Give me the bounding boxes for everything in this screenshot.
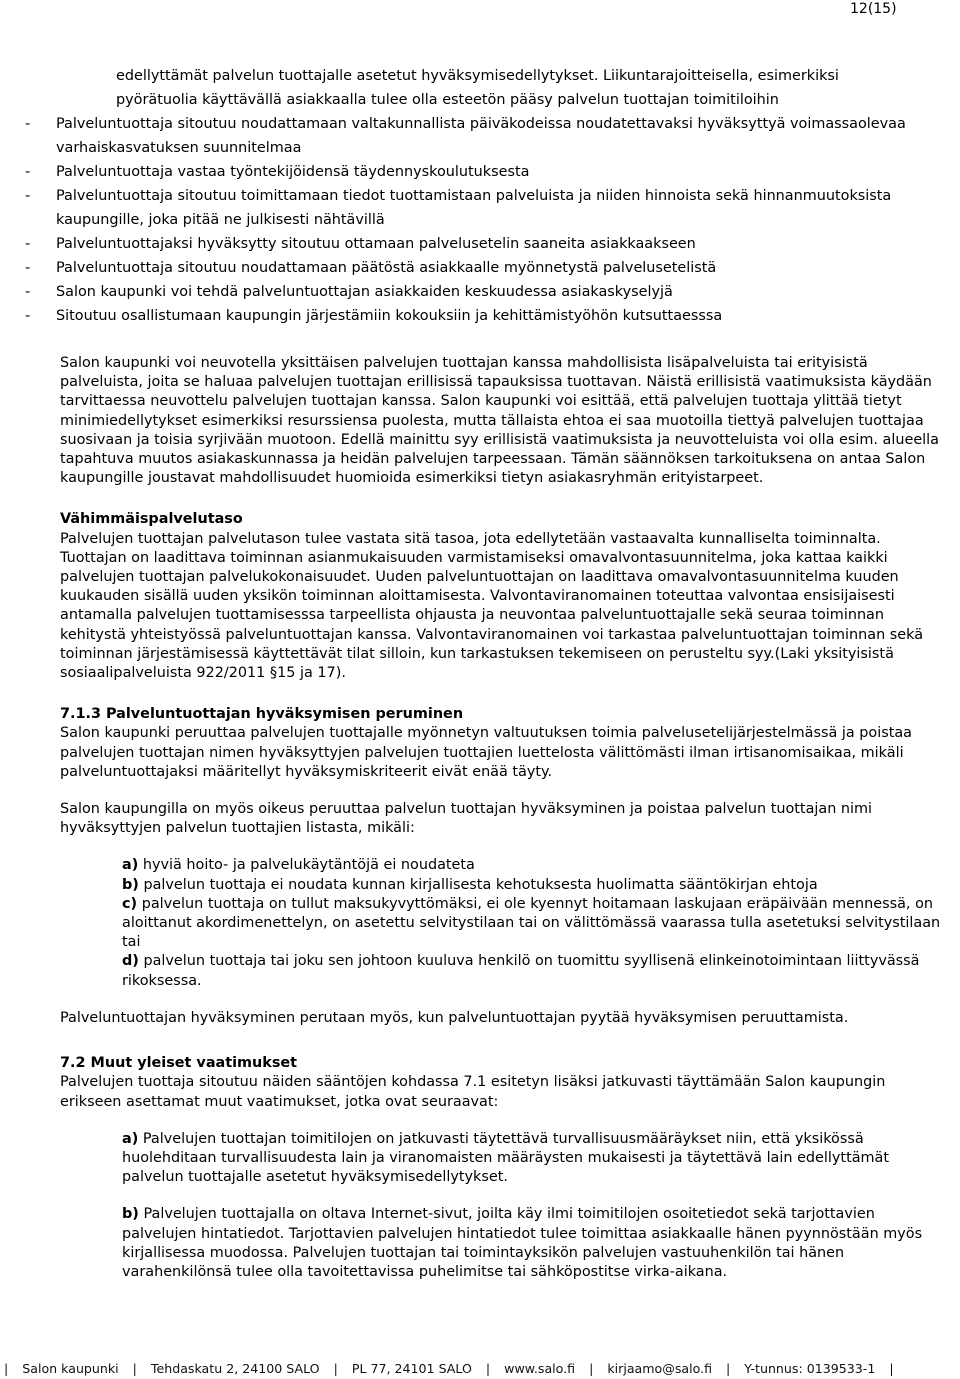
document-body (56, 64, 945, 1282)
list-item: - Sitoutuu osallistumaan kaupungin järjestämiin kokouksiin ja kehittämistyöhön kutsuttaesssa (0, 304, 945, 328)
list-item: - Palveluntuottajaksi hyväksytty sitoutuu ottamaan palvelusetelin saaneita asiakkaakseen (0, 232, 945, 256)
section-number: 7.2 (60, 1055, 86, 1072)
item-text: palvelun tuottaja ei noudata kunnan kirjallisesta kehotuksesta huolimatta sääntökirjan ehtoja (143, 876, 818, 893)
item-text: Palvelujen tuottajan toimitilojen on jatkuvasti täytettävä turvallisuusmääräykset niin, että yksikössä huolehditaan turvallisuudesta lain ja viranomaisten määräysten mukaisesti ja täytettävä lain edellyttämät palvelun tuottajalle asetetut hyväksymisedellytykset. (122, 1130, 890, 1186)
footer-separator: | (132, 1361, 137, 1376)
requirements-list (122, 1130, 945, 1282)
item-text: Palvelujen tuottajalla on oltava Internet-sivut, joilta käy ilmi toimitilojen osoitetiedot sekä tarjottavien palvelujen hintatiedot. Tarjottavien palvelujen hintatiedot tulee toimittaa asiakkaalle hänen pyynnöstään myös kirjallisessa muodossa. Palvelujen tuottajan tai toimintayksikön palvelujen vastuuhenkilön tai hänen varahenkilönsä tulee olla tavoitettavissa puhelimitse tai sähköpostitse virka-aikana. (122, 1206, 923, 1280)
cancellation-text-2: Salon kaupungilla on myös oikeus peruuttaa palvelun tuottajan hyväksyminen ja poistaa palvelun tuottajan nimi hyväksyttyjen palvelun tuottajien listasta, mikäli: (60, 801, 873, 837)
section-title: Muut yleiset vaatimukset (90, 1055, 298, 1072)
footer-org: Salon kaupunki (22, 1361, 119, 1376)
footer-separator: | (333, 1361, 338, 1376)
footer-separator: | (726, 1361, 731, 1376)
section-number: 7.1.3 (60, 706, 101, 723)
section-title: Palveluntuottajan hyväksymisen peruminen (106, 706, 464, 723)
footer-website-link[interactable]: www.salo.fi (504, 1361, 576, 1376)
list-item: - Palveluntuottaja sitoutuu toimittamaan tiedot tuottamistaan palveluista ja niiden hinnoista sekä hinnanmuutoksista kaupungille, joka pitää ne julkisesti nähtävillä (0, 184, 945, 232)
section-heading (60, 1054, 945, 1073)
other-requirements-intro: Palvelujen tuottaja sitoutuu näiden sääntöjen kohdassa 7.1 esitetyn lisäksi jatkuvasti täyttämään Salon kaupungin erikseen asettamat muut vaatimukset, jotka ovat seuraavat: (60, 1074, 886, 1110)
intro-continuation (116, 64, 945, 112)
list-item (122, 895, 945, 953)
footer-separator: | (589, 1361, 594, 1376)
footer-separator: | (889, 1361, 894, 1376)
list-item (122, 1205, 945, 1282)
item-label: a) (122, 857, 139, 874)
footer-separator: | (4, 1361, 9, 1376)
intro-line: pyörätuolia käyttävällä asiakkaalla tulee olla esteetön pääsy palvelun tuottajan toimitiloihin (116, 92, 779, 108)
footer-email-link[interactable]: kirjaamo@salo.fi (607, 1361, 713, 1376)
item-label: b) (122, 876, 139, 893)
section-heading: Vähimmäispalvelutaso (60, 511, 243, 528)
obligations-list (0, 112, 945, 328)
footer-postbox: PL 77, 24101 SALO (351, 1361, 472, 1376)
item-label: c) (122, 895, 138, 912)
negotiation-paragraph: Salon kaupunki voi neuvotella yksittäisen palvelujen tuottajan kanssa mahdollisista lisäpalveluista tai erityisistä palveluista, joita se haluaa palvelujen tuottajan erillisissä tapauksissa tuottavan. Näistä erillisistä vaatimuksista käydään tarvittaessa neuvottelu palvelujen tuottajan kanssa. Salon kaupunki voi esittää, että palvelujen tuottaja ylittää tietyt minimiedellytykset esimerkiksi resurssiensa puolesta, mutta tällaista ehtoa ei saa muotoilla tiettyä palvelujen tuottajaa suosivaan ja toisia syrjivään muotoon. Edellä mainittu syy erillisistä vaatimuksista ja neuvotteluista voi olla esim. alueella tapahtuva muutos asiakaskunnassa ja heidän palvelujen tarpeessaan. Tämän säännöksen tarkoituksena on antaa Salon kaupungille joustavat mahdollisuudet huomioida esimerkiksi tietyn asiakasryhmän erityistarpeet. (60, 355, 939, 487)
item-text: palvelun tuottaja tai joku sen johtoon kuuluva henkilö on tuomittu syyllisenä elinkeinotoimintaan liittyvässä rikoksessa. (122, 953, 920, 989)
min-service-section (60, 510, 945, 683)
item-label: d) (122, 953, 139, 970)
item-text: palvelun tuottaja on tullut maksukyvyttömäksi, ei ole kyennyt hoitamaan laskujaan eräpäivään mennessä, on aloittanut akordimenettelyn, on asetettu selvitystilaan tai on välittömässä vaarassa tulla asetetuksi selvitystilaan tai (122, 895, 941, 951)
page-number: 12(15) (850, 1, 897, 17)
other-requirements-section (60, 1054, 945, 1282)
list-item: - Palveluntuottaja sitoutuu noudattamaan valtakunnallista päiväkodeissa noudatettavaksi hyväksyttyä voimassaolevaa varhaiskasvatuksen suunnitelmaa (0, 112, 945, 160)
footer-business-id: Y-tunnus: 0139533-1 (744, 1361, 876, 1376)
intro-line: edellyttämät palvelun tuottajalle asetetut hyväksymisedellytykset. Liikuntarajoitteisella, esimerkiksi (116, 68, 839, 84)
footer-separator: | (485, 1361, 491, 1376)
list-item: - Palveluntuottaja sitoutuu noudattamaan päätöstä asiakkaalle myönnetystä palvelusetelistä (0, 256, 945, 280)
item-label: a) (122, 1130, 139, 1147)
item-label: b) (122, 1206, 139, 1223)
page-footer (0, 1361, 960, 1379)
cancellation-reasons (122, 856, 945, 990)
cancellation-text-1: Salon kaupunki peruuttaa palvelujen tuottajalle myönnetyn valtuutuksen toimia palvelusetelijärjestelmässä ja poistaa palvelujen tuottajan nimen hyväksyttyjen palvelujen tuottajien luettelosta välittömästi ilman irtisanomisaikaa, mikäli palveluntuottajaksi määritellyt hyväksymiskriteerit eivät enää täyty. (60, 725, 912, 780)
section-heading (60, 705, 945, 724)
footer-row (0, 1361, 960, 1377)
list-item (122, 876, 945, 895)
footer-address: Tehdaskatu 2, 24100 SALO (150, 1361, 320, 1376)
list-item (122, 952, 945, 990)
cancellation-section (60, 705, 945, 1028)
min-service-text: Palvelujen tuottajan palvelutason tulee vastata sitä tasoa, jota edellytetään vastaavalta kunnalliselta toiminnalta. Tuottajan on laadittava toiminnan asianmukaisuuden varmistamiseksi omavalvontasuunnitelma, joka kattaa kaikki palvelujen tuottajan palvelukokonaisuudet. Uuden palveluntuottajan on laadittava omavalvontasuunnitelma kuuden kuukauden sisällä uuden yksikön toiminnan aloittamisesta. Valvontaviranomainen toteuttaa valvontaa ensisijaisesti antamalla palvelujen tuottamisesssa tarpeellista ohjausta ja neuvontaa palveluntuottajalle sekä seuraa toiminnan kehitystä yhteistyössä palveluntuottajan kanssa. Valvontaviranomainen voi tarkastaa palveluntuottajan toiminnan sekä toiminnan järjestämisessä käyttettävät tilat silloin, kun tarkastuksen tekemiseen on perusteltu syy.(Laki yksityisistä sosiaalipalveluista 922/2011 §15 ja 17). (60, 530, 924, 682)
list-item: - Salon kaupunki voi tehdä palveluntuottajan asiakkaiden keskuudessa asiakaskyselyjä (0, 280, 945, 304)
list-item: - Palveluntuottaja vastaa työntekijöidensä täydennyskoulutuksesta (0, 160, 945, 184)
item-text: hyviä hoito- ja palvelukäytäntöjä ei noudateta (142, 857, 475, 874)
cancellation-closing: Palveluntuottajan hyväksyminen perutaan myös, kun palveluntuottajan pyytää hyväksymisen peruuttamista. (60, 1009, 849, 1026)
list-item (122, 856, 945, 875)
list-item (122, 1130, 945, 1188)
